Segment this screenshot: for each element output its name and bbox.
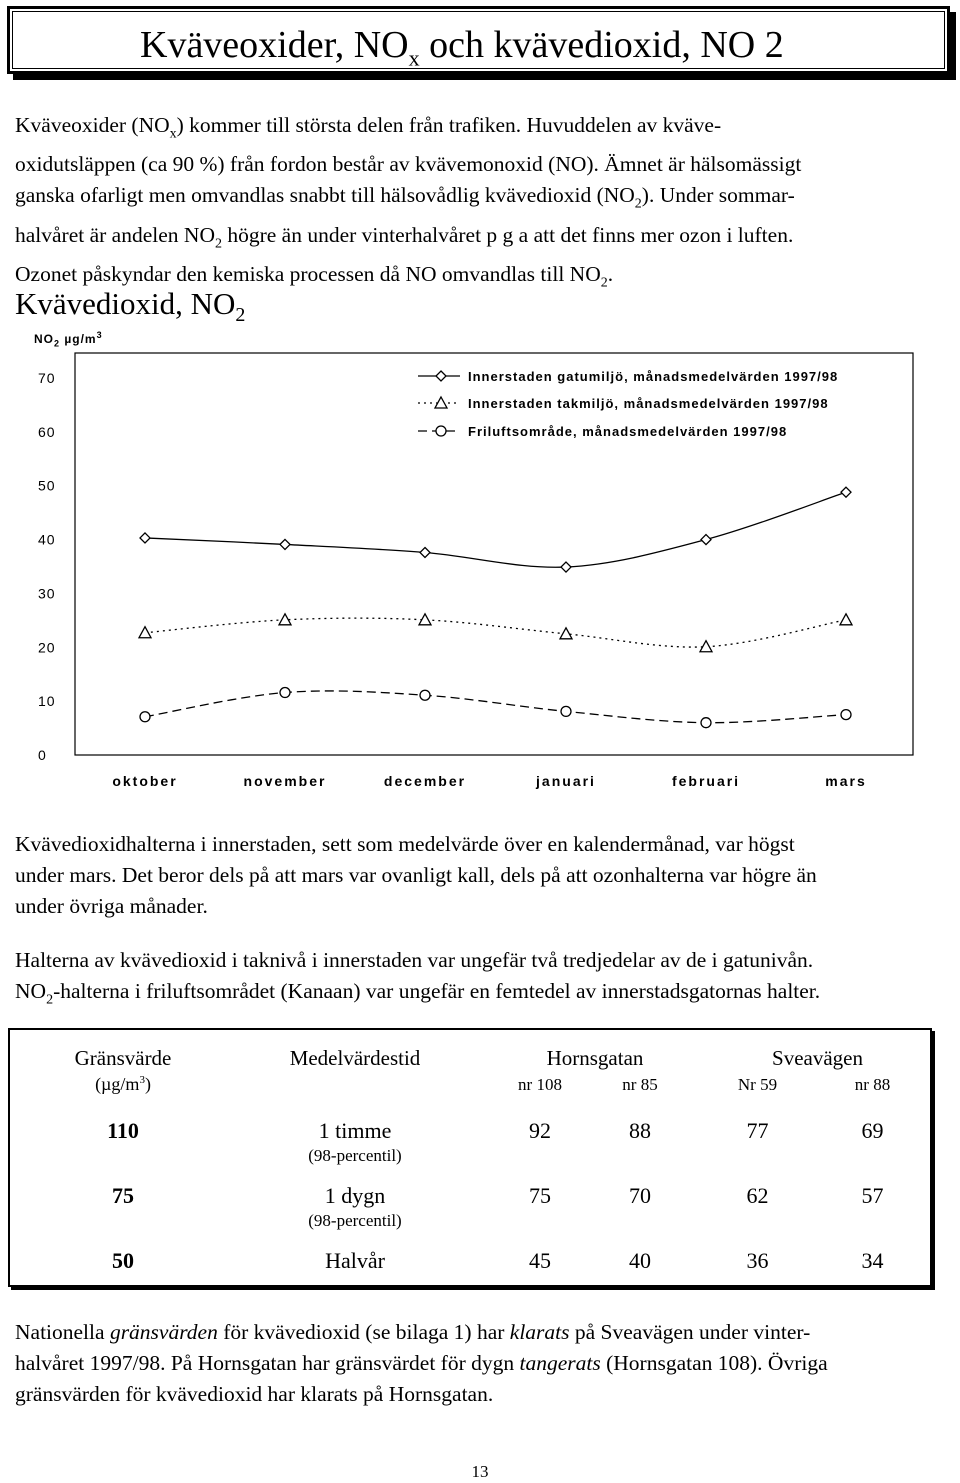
- legend-label: Innerstaden takmiljö, månadsmedelvärden 1997/98: [468, 396, 829, 411]
- table-cell-value: 45: [529, 1248, 551, 1273]
- table-cell-value: 88: [629, 1118, 651, 1143]
- data-point-diamond: [841, 487, 851, 497]
- line-chart: [0, 340, 960, 810]
- data-point-circle: [420, 690, 430, 700]
- y-tick-label: 60: [38, 423, 56, 440]
- x-category-label: februari: [671, 773, 741, 789]
- data-point-diamond: [140, 533, 150, 543]
- page-number: 13: [471, 1462, 489, 1481]
- header-limit-unit: $(\mu g/m^3)$: [95, 1074, 151, 1094]
- table-cell-value: 57: [861, 1183, 884, 1208]
- table-cell-value: 70: [629, 1183, 651, 1208]
- y-tick-label: 0: [38, 747, 47, 763]
- table-cell-value: 34: [861, 1248, 884, 1273]
- table-cell-period-note: (98-percentil): [308, 1146, 402, 1165]
- table-cell-value: 92: [529, 1118, 551, 1143]
- data-point-diamond: [420, 547, 430, 557]
- y-tick-label: 10: [38, 693, 56, 710]
- page-title: Kväveoxider, $NO_x$ och kvävedioxid, NO 2: [140, 24, 784, 71]
- y-tick-label: 70: [38, 370, 56, 386]
- data-point-triangle: [840, 614, 852, 625]
- table-cell-period-note: (98-percentil): [308, 1211, 402, 1230]
- table-cell-value: 62: [746, 1183, 769, 1208]
- data-point-circle: [140, 712, 150, 722]
- y-axis-unit-label: $NO_2$ $\mu g/m^3$: [34, 330, 103, 349]
- data-point-triangle: [700, 641, 712, 652]
- series-line: [145, 618, 846, 647]
- data-point-circle: [701, 718, 711, 728]
- subheader-station: nr 85: [622, 1075, 658, 1094]
- x-category-label: november: [243, 773, 327, 789]
- x-category-label: december: [383, 773, 467, 789]
- header-limit: Gränsvärde: [74, 1046, 172, 1070]
- data-point-triangle: [560, 628, 572, 639]
- legend-label: Friluftsområde, månadsmedelvärden 1997/98: [468, 424, 788, 439]
- data-point-triangle: [139, 627, 151, 638]
- table-cell-value: 77: [746, 1118, 769, 1143]
- table-cell-period: Halvår: [325, 1248, 385, 1273]
- data-point-circle: [841, 710, 851, 720]
- limit-values-table: [8, 1028, 932, 1287]
- table-cell-limit: 50: [112, 1248, 134, 1273]
- section-heading: Kvävedioxid, $NO_2$: [15, 286, 246, 327]
- table-cell-period: 1 dygn: [324, 1183, 386, 1208]
- y-tick-label: 40: [38, 531, 56, 548]
- plot-area-frame: [75, 353, 913, 755]
- table-cell-value: 36: [746, 1248, 769, 1273]
- y-tick-label: 30: [38, 585, 56, 602]
- series-line: [145, 492, 846, 567]
- table-cell-limit: 75: [112, 1183, 134, 1208]
- data-point-circle: [561, 706, 571, 716]
- x-category-label: oktober: [112, 773, 178, 789]
- chart-caption-2: Halterna av kvävedioxid i taknivå i innerstaden var ungefär två tredjedelar av de i gatunivån. $NO_2$-halterna i friluftsområdet (Kanaan) var ungefär en femtedel av innerstadsgatornas halter.: [15, 948, 821, 1008]
- data-point-circle: [436, 426, 446, 436]
- header-period: Medelvärdestid: [289, 1046, 421, 1070]
- header-hornsgatan: Hornsgatan: [546, 1046, 644, 1070]
- legend-label: Innerstaden gatumiljö, månadsmedelvärden 1997/98: [468, 369, 839, 384]
- y-tick-label: 50: [38, 477, 56, 494]
- subheader-station: Nr 59: [737, 1075, 778, 1094]
- subheader-station: nr 88: [854, 1075, 891, 1094]
- data-point-diamond: [561, 562, 571, 572]
- y-tick-label: 20: [38, 639, 56, 656]
- footnote-paragraph: Nationella gränsvärden för kvävedioxid (se bilaga 1) har klarats på Sveavägen under vinter- halvåret 1997/98. På Hornsgatan har gränsvärdet för dygn tangerats (Hornsgatan 108). Övriga gränsvärden för kvävedioxid har klarats på Hornsgatan.: [15, 1320, 828, 1406]
- x-category-label: januari: [536, 773, 596, 789]
- data-point-circle: [280, 688, 290, 698]
- data-point-diamond: [280, 539, 290, 549]
- table-cell-limit: 110: [107, 1118, 139, 1143]
- x-category-label: mars: [825, 773, 867, 789]
- data-point-diamond: [701, 535, 711, 545]
- chart-caption-1: Kvävedioxidhalterna i innerstaden, sett som medelvärde över en kalendermånad, var högst under mars. Det beror dels på att mars var ovanligt kall, dels på att ozonhalterna var högre än under övriga månader.: [15, 832, 817, 918]
- table-cell-value: 40: [629, 1248, 651, 1273]
- table-cell-period: 1 timme: [318, 1118, 392, 1143]
- data-point-diamond: [436, 371, 446, 381]
- intro-paragraph: Kväveoxider $(NO_x)$ kommer till största delen från trafiken. Huvuddelen av kväve- oxidutsläppen (ca 90 %) från fordon består av kvävemonoxid (NO). Ämnet är hälsomässigt ganska ofarligt men omvandlas snabbt till hälsovådlig kvävedioxid $(NO_2)$. Under sommar- halvåret är andelen $NO_2$ högre än under vinterhalvåret p g a att det finns mer ozon i luften. Ozonet påskyndar den kemiska processen då NO omvandlas till $NO_2$.: [15, 113, 802, 291]
- table-cell-value: 75: [529, 1183, 551, 1208]
- title-box: [7, 6, 950, 74]
- header-sveavagen: Sveavägen: [772, 1046, 863, 1070]
- subheader-station: nr 108: [518, 1075, 562, 1094]
- table-cell-value: 69: [861, 1118, 884, 1143]
- series-line: [145, 691, 846, 723]
